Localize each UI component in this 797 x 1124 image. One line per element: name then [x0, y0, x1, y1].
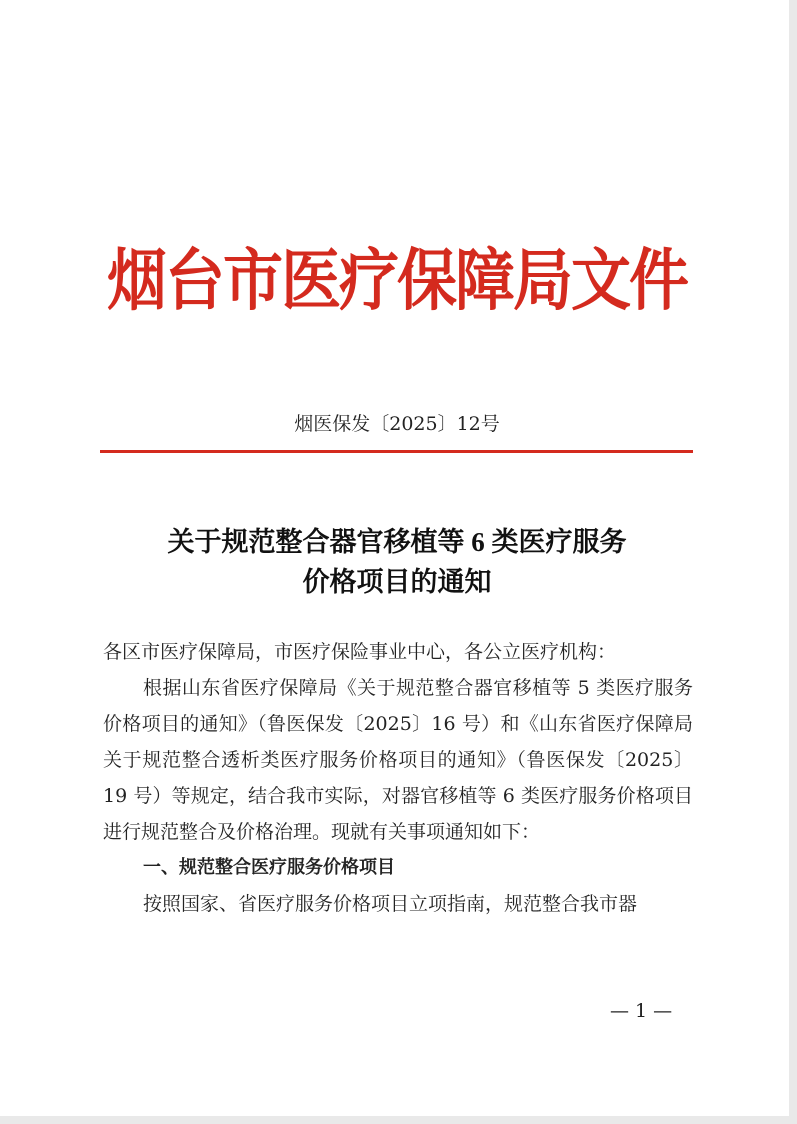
page-number: — 1 — [610, 1000, 673, 1022]
document-body [103, 634, 693, 922]
red-divider-line [100, 450, 693, 453]
masthead-title: 烟台市医疗保障局文件 [107, 241, 687, 321]
document-number: 烟医保发〔2025〕12号 [294, 413, 500, 435]
notice-title-line2: 价格项目的通知 [302, 567, 492, 597]
body-paragraph-2: 按照国家、省医疗服务价格项目立项指南，规范整合我市器 [143, 893, 638, 915]
body-paragraph-1: 根据山东省医疗保障局《关于规范整合器官移植等 5 类医疗服务价格项目的通知》（鲁医保发〔2025〕16 号）和《山东省医疗保障局关于规范整合透析类医疗服务价格项目的通知》（鲁医保发〔2025〕19 号）等规定，结合我市实际，对器官移植等 6 类医疗服务价格项目进行规范整合及价格治理。现就有关事项通知如下： [103, 677, 693, 843]
section-heading-1: 一、规范整合医疗服务价格项目 [143, 857, 395, 878]
salutation: 各区市医疗保障局，市医疗保险事业中心，各公立医疗机构： [103, 641, 617, 663]
notice-title-line1: 关于规范整合器官移植等 6 类医疗服务 [167, 527, 627, 557]
